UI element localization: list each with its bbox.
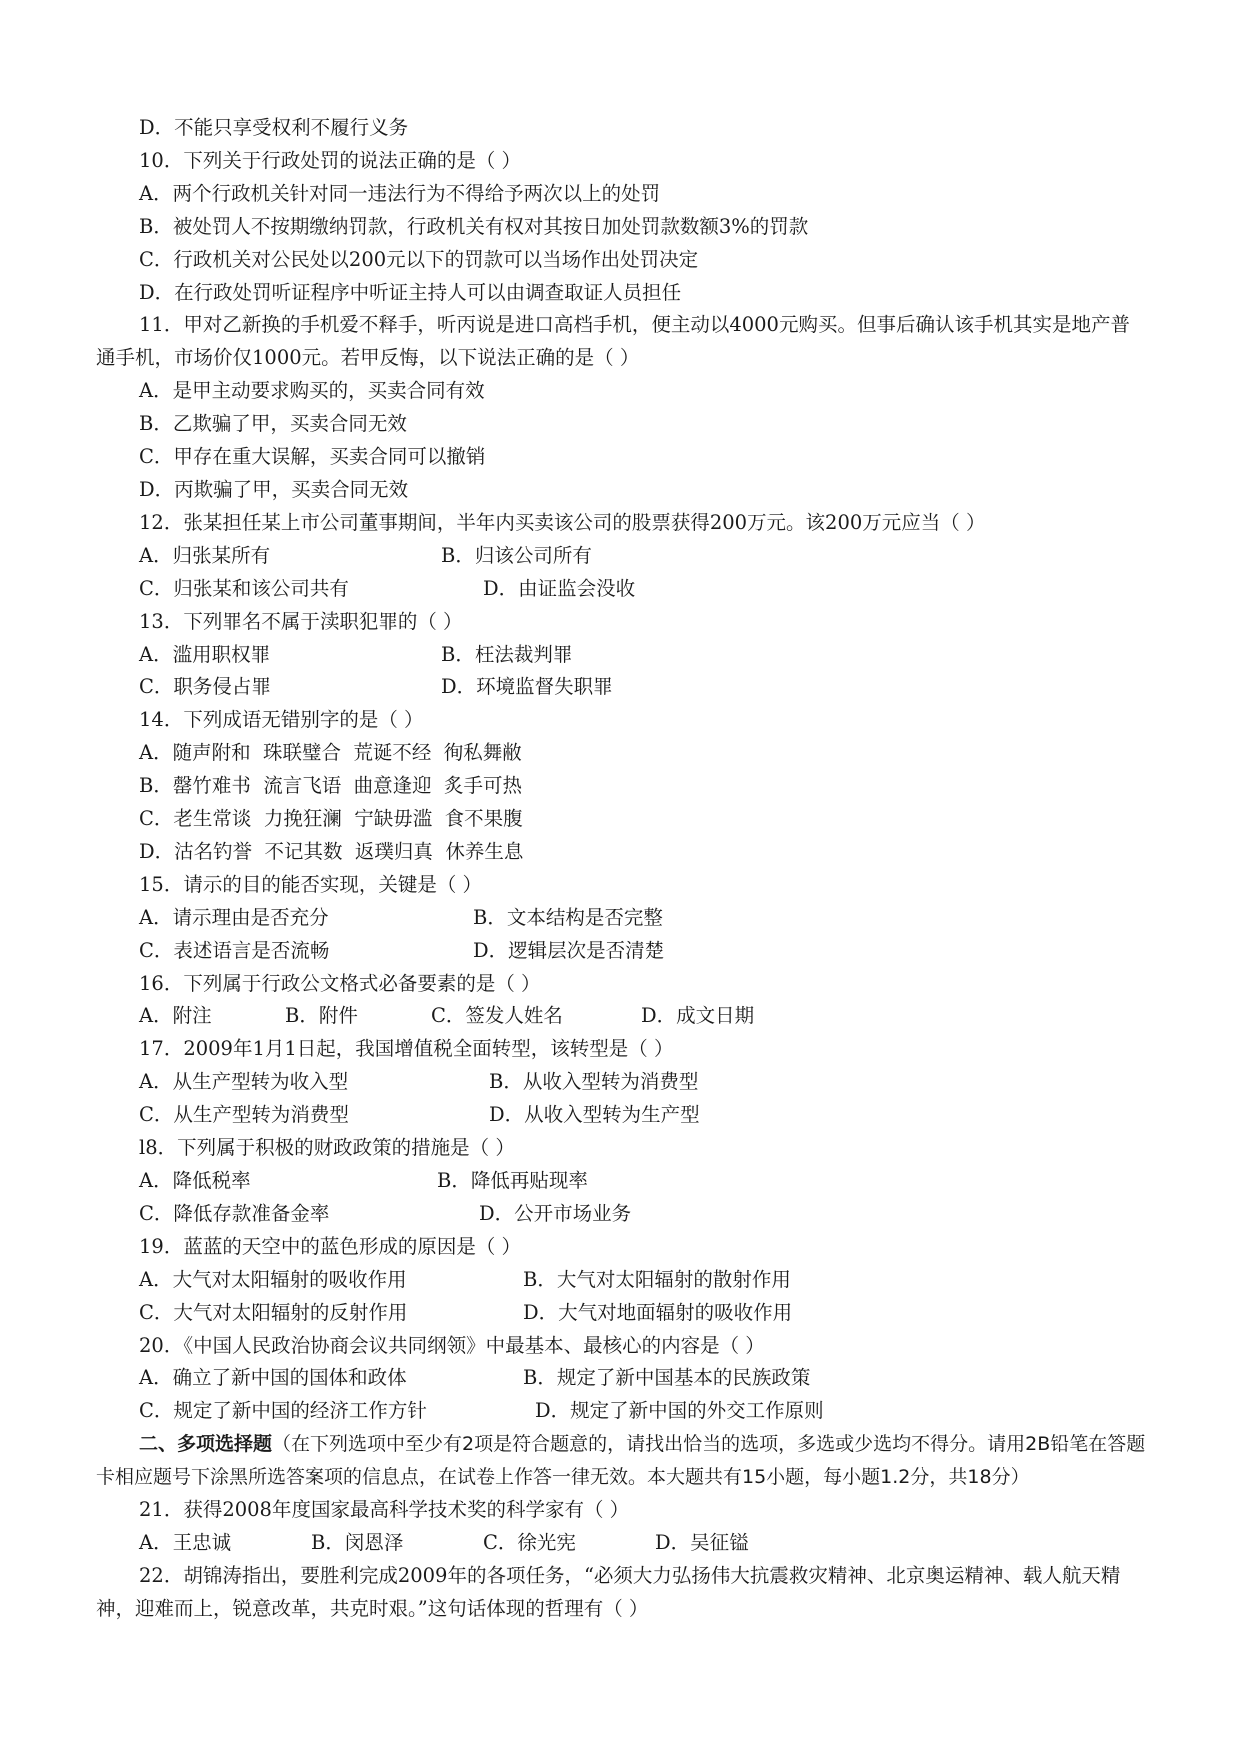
q12-option-b: B．归该公司所有 bbox=[441, 543, 592, 567]
q20-options-row2 bbox=[96, 1395, 1148, 1428]
q19-option-d: D．大气对地面辐射的吸收作用 bbox=[523, 1300, 793, 1324]
q18-option-c: C．降低存款准备金率 bbox=[139, 1201, 330, 1225]
q12-options-row1 bbox=[96, 540, 1148, 573]
q19-option-c: C．大气对太阳辐射的反射作用 bbox=[139, 1300, 408, 1324]
q12-stem: 12．张某担任某上市公司董事期间，半年内买卖该公司的股票获得200万元。该200万元应当（ ） bbox=[139, 510, 986, 534]
q22-stem: 22．胡锦涛指出，要胜利完成2009年的各项任务，“必须大力弘扬伟大抗震救灾精神、北京奥运精神、载人航天精神，迎难而上，锐意改革，共克时艰。”这句话体现的哲理有（ ） bbox=[96, 1563, 1121, 1620]
section2-instructions: （在下列选项中至少有2项是符合题意的，请找出恰当的选项，多选或少选均不得分。请用2B铅笔在答题卡相应题号下涂黑所选答案项的信息点，在试卷上作答一律无效。本大题共有15小题，每小题1.2分，共18分） bbox=[96, 1433, 1146, 1489]
q16-stem: 16．下列属于行政公文格式必备要素的是（ ） bbox=[139, 971, 541, 995]
q10-stem: 10．下列关于行政处罚的说法正确的是（ ） bbox=[139, 148, 522, 172]
q11-option-a: A．是甲主动要求购买的，买卖合同有效 bbox=[139, 379, 485, 403]
q9-option-d: D．不能只享受权利不履行义务 bbox=[139, 116, 409, 139]
q14-option-d: D．沽名钓誉 不记其数 返璞归真 休养生息 bbox=[139, 839, 524, 863]
q19-option-a: A．大气对太阳辐射的吸收作用 bbox=[139, 1267, 407, 1291]
q13-option-c: C．职务侵占罪 bbox=[139, 675, 271, 699]
q17-options-row2 bbox=[96, 1099, 1148, 1132]
q16-option-a: A．附注 bbox=[139, 1004, 212, 1028]
q19-option-b: B．大气对太阳辐射的散射作用 bbox=[523, 1267, 791, 1291]
q10-option-c: C．行政机关对公民处以200元以下的罚款可以当场作出处罚决定 bbox=[139, 247, 699, 271]
q16-option-c: C．签发人姓名 bbox=[431, 1004, 563, 1028]
q17-option-a: A．从生产型转为收入型 bbox=[139, 1070, 349, 1094]
q11-stem: 11．甲对乙新换的手机爱不释手，听丙说是进口高档手机，便主动以4000元购买。但事后确认该手机其实是地产普通手机，市场价仅1000元。若甲反悔，以下说法正确的是（ ） bbox=[96, 313, 1130, 370]
q17-options-row1 bbox=[96, 1066, 1148, 1099]
q21-stem: 21．获得2008年度国家最高科学技术奖的科学家有（ ） bbox=[139, 1498, 630, 1522]
q18-option-a: A．降低税率 bbox=[139, 1169, 251, 1192]
q14-option-a: A．随声附和 珠联璧合 荒诞不经 徇私舞敝 bbox=[139, 741, 522, 765]
q14-stem: 14．下列成语无错别字的是（ ） bbox=[139, 708, 424, 732]
section2-heading bbox=[96, 1428, 1148, 1494]
q15-option-a: A．请示理由是否充分 bbox=[139, 905, 329, 929]
q10-option-a: A．两个行政机关针对同一违法行为不得给予两次以上的处罚 bbox=[139, 181, 661, 205]
q17-option-d: D．从收入型转为生产型 bbox=[489, 1103, 700, 1127]
section2-title: 二、多项选择题 bbox=[139, 1433, 273, 1456]
q21-options-row bbox=[96, 1527, 1148, 1560]
q15-options-row2 bbox=[96, 935, 1148, 968]
q10-option-b: B．被处罚人不按期缴纳罚款，行政机关有权对其按日加处罚款数额3%的罚款 bbox=[139, 214, 809, 238]
q21-option-d: D．吴征镒 bbox=[655, 1530, 749, 1554]
q13-options-row1 bbox=[96, 639, 1148, 672]
q17-option-b: B．从收入型转为消费型 bbox=[489, 1070, 699, 1094]
q19-stem: 19．蓝蓝的天空中的蓝色形成的原因是（ ） bbox=[139, 1234, 522, 1258]
q13-options-row2 bbox=[96, 671, 1148, 704]
q18-option-b: B．降低再贴现率 bbox=[437, 1169, 588, 1192]
q12-option-c: C．归张某和该公司共有 bbox=[139, 576, 349, 600]
q20-stem: 20．《中国人民政治协商会议共同纲领》中最基本、最核心的内容是（ ） bbox=[139, 1333, 765, 1357]
q20-option-c: C．规定了新中国的经济工作方针 bbox=[139, 1399, 427, 1423]
q15-option-c: C．表述语言是否流畅 bbox=[139, 938, 330, 962]
q13-stem: 13．下列罪名不属于渎职犯罪的（ ） bbox=[139, 609, 463, 633]
q15-option-b: B．文本结构是否完整 bbox=[473, 905, 663, 929]
q19-options-row2 bbox=[96, 1297, 1148, 1330]
exam-page bbox=[96, 112, 1148, 1626]
q20-option-b: B．规定了新中国基本的民族政策 bbox=[523, 1366, 811, 1390]
q17-stem: 17．2009年1月1日起，我国增值税全面转型，该转型是（ ） bbox=[139, 1037, 674, 1061]
q11-option-c: C．甲存在重大误解，买卖合同可以撤销 bbox=[139, 445, 486, 469]
q11-option-d: D．丙欺骗了甲，买卖合同无效 bbox=[139, 477, 409, 501]
q18-options-row1 bbox=[96, 1165, 1148, 1198]
q18-stem: l8．下列属于积极的财政政策的措施是（ ） bbox=[139, 1136, 515, 1160]
q15-options-row1 bbox=[96, 902, 1148, 935]
q15-stem: 15．请示的目的能否实现，关键是（ ） bbox=[139, 872, 483, 896]
q19-options-row1 bbox=[96, 1264, 1148, 1297]
q16-option-b: B．附件 bbox=[285, 1004, 358, 1028]
q14-option-b: B．罄竹难书 流言飞语 曲意逢迎 炙手可热 bbox=[139, 774, 523, 798]
q21-option-b: B．闵恩泽 bbox=[311, 1530, 404, 1554]
q18-option-d: D．公开市场业务 bbox=[479, 1201, 632, 1225]
q20-options-row1 bbox=[96, 1362, 1148, 1395]
q15-option-d: D．逻辑层次是否清楚 bbox=[473, 938, 665, 962]
q18-options-row2 bbox=[96, 1198, 1148, 1231]
q12-options-row2 bbox=[96, 573, 1148, 606]
q21-option-a: A．王忠诚 bbox=[139, 1530, 232, 1554]
q16-options-row bbox=[96, 1000, 1148, 1033]
q13-option-d: D．环境监督失职罪 bbox=[441, 675, 613, 699]
q20-option-d: D．规定了新中国的外交工作原则 bbox=[535, 1399, 824, 1423]
q21-option-c: C．徐光宪 bbox=[483, 1530, 576, 1554]
q10-option-d: D．在行政处罚听证程序中听证主持人可以由调查取证人员担任 bbox=[139, 280, 682, 304]
q13-option-a: A．滥用职权罪 bbox=[139, 642, 271, 666]
q13-option-b: B．枉法裁判罪 bbox=[441, 642, 573, 666]
q12-option-d: D．由证监会没收 bbox=[483, 576, 636, 600]
q16-option-d: D．成文日期 bbox=[641, 1004, 755, 1028]
q17-option-c: C．从生产型转为消费型 bbox=[139, 1103, 349, 1127]
q11-option-b: B．乙欺骗了甲，买卖合同无效 bbox=[139, 412, 407, 436]
q12-option-a: A．归张某所有 bbox=[139, 543, 271, 567]
q14-option-c: C．老生常谈 力挽狂澜 宁缺毋滥 食不果腹 bbox=[139, 807, 523, 831]
q20-option-a: A．确立了新中国的国体和政体 bbox=[139, 1366, 407, 1390]
